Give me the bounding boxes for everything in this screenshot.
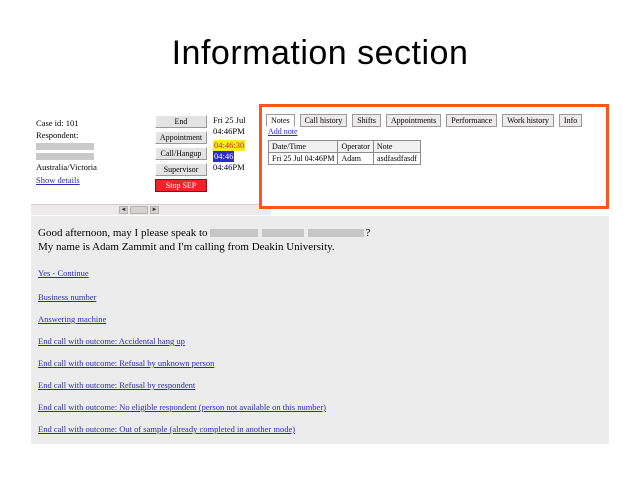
tab-call-history[interactable]: Call history (300, 114, 348, 127)
script-question-mark: ? (365, 227, 371, 239)
script-greeting: Good afternoon, may I please speak to (38, 227, 208, 239)
link-accidental-hangup[interactable]: End call with outcome: Accidental hang up (38, 336, 185, 346)
column-header-note: Note (373, 141, 420, 153)
link-refusal-by-respondent[interactable]: End call with outcome: Refusal by respondent (38, 380, 196, 390)
scroll-left-arrow-icon[interactable]: ◄ (120, 207, 127, 213)
locale-label: Australia/Victoria (36, 162, 97, 172)
script-line-2: My name is Adam Zammit and I'm calling from Deakin University. (38, 241, 335, 253)
redacted-name-3 (308, 229, 364, 237)
respondent-label: Respondent: (36, 130, 79, 140)
cell-operator: Adam (338, 153, 373, 165)
tab-performance[interactable]: Performance (446, 114, 497, 127)
tab-work-history[interactable]: Work history (502, 114, 554, 127)
secondary-time: 04:46PM (213, 162, 245, 172)
redacted-name-1 (210, 229, 258, 237)
add-note-link[interactable]: Add note (268, 127, 298, 136)
action-button-column (155, 115, 207, 195)
show-details-link[interactable]: Show details (36, 175, 80, 185)
column-header-operator: Operator (338, 141, 373, 153)
table-header-row (269, 141, 421, 153)
link-out-of-sample[interactable]: End call with outcome: Out of sample (already completed in another mode) (38, 424, 296, 434)
appointment-button[interactable]: Appointment (155, 131, 207, 144)
link-answering-machine[interactable]: Answering machine (38, 314, 107, 324)
notes-panel (259, 104, 609, 209)
link-no-eligible-respondent[interactable]: End call with outcome: No eligible respondent (person not available on this number) (38, 402, 326, 412)
redacted-name-2 (262, 229, 304, 237)
link-business-number[interactable]: Business number (38, 292, 97, 302)
supervisor-button[interactable]: Supervisor (155, 163, 207, 176)
case-info-panel (31, 104, 271, 213)
redacted-respondent-phone (36, 153, 94, 160)
call-hangup-button[interactable]: Call/Hangup (155, 147, 207, 160)
cell-note: asdfasdfasdf (373, 153, 420, 165)
call-timer-selected: 04:46 (214, 151, 234, 161)
stop-sep-button[interactable]: Stop SEP (155, 179, 207, 192)
horizontal-scrollbar[interactable] (31, 204, 271, 215)
tab-info[interactable]: Info (559, 114, 582, 127)
cell-datetime: Fri 25 Jul 04:46PM (269, 153, 338, 165)
tab-appointments[interactable]: Appointments (386, 114, 441, 127)
call-timer-highlight: 04:46:30 (214, 140, 245, 150)
script-panel (31, 216, 609, 444)
notes-table (268, 140, 421, 165)
outcome-link-list (38, 268, 598, 446)
current-date: Fri 25 Jul (213, 115, 246, 125)
scroll-right-arrow-icon[interactable]: ► (151, 207, 158, 213)
column-header-datetime: Date/Time (269, 141, 338, 153)
current-time: 04:46PM (213, 126, 245, 136)
case-id-label: Case id: 101 (36, 118, 79, 128)
table-row[interactable] (269, 153, 421, 165)
notes-tab-bar (266, 110, 583, 123)
page-title: Information section (171, 34, 469, 72)
redacted-respondent-name (36, 143, 94, 150)
application-screenshot (31, 104, 609, 444)
tab-shifts[interactable]: Shifts (352, 114, 381, 127)
script-line-1 (38, 226, 370, 241)
tab-notes[interactable]: Notes (266, 114, 295, 127)
scrollbar-thumb[interactable] (130, 206, 148, 214)
end-button[interactable]: End (155, 115, 207, 128)
link-refusal-unknown-person[interactable]: End call with outcome: Refusal by unknown person (38, 358, 215, 368)
link-yes-continue[interactable]: Yes - Continue (38, 268, 89, 278)
